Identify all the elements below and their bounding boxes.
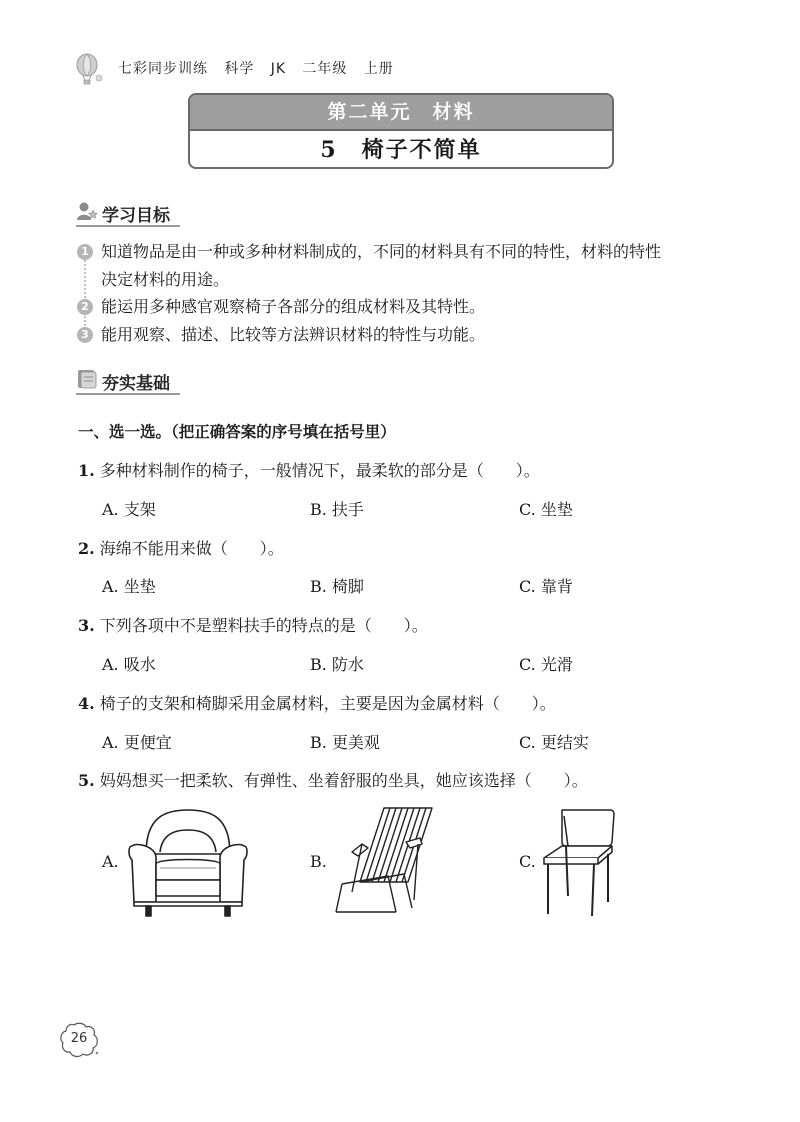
question-5-text: 妈妈想买一把柔软、有弹性、坐着舒服的坐具，她应该选择（ ）。	[99, 771, 588, 790]
q2-option-b: B. 椅脚	[310, 577, 364, 596]
q3-option-a: A. 吸水	[102, 655, 156, 674]
q2-option-c: C. 靠背	[519, 577, 573, 596]
goals-underline	[76, 225, 180, 227]
question-1	[78, 458, 540, 481]
notebook-icon	[76, 368, 98, 390]
question-4-text: 椅子的支架和椅脚采用金属材料，主要是因为金属材料（ ）。	[99, 694, 556, 713]
q2-option-a: A. 坐垫	[102, 577, 156, 596]
q3-option-b: B. 防水	[310, 655, 364, 674]
q1-option-b: B. 扶手	[310, 500, 364, 519]
plastic-chair-image	[538, 806, 618, 920]
q5-option-b: B.	[310, 852, 327, 871]
question-4	[78, 691, 556, 714]
student-star-icon	[76, 200, 98, 222]
edition: JK	[270, 61, 287, 77]
question-5-number: 5.	[78, 771, 95, 790]
q1-option-a: A. 支架	[102, 500, 156, 519]
question-3-text: 下列各项中不是塑料扶手的特点的是（ ）。	[99, 616, 428, 635]
q4-option-b: B. 更美观	[310, 733, 380, 752]
volume: 上册	[363, 61, 394, 77]
q5-option-c: C.	[519, 852, 536, 871]
page-number: 26	[70, 1031, 88, 1046]
q4-option-c: C. 更结实	[519, 733, 589, 752]
unit-title: 第二单元 材料	[190, 95, 612, 131]
folding-lounge-chair-image	[332, 804, 436, 918]
q5-option-a: A.	[102, 852, 119, 871]
book-header	[118, 58, 394, 78]
question-2	[78, 536, 284, 559]
q3-option-c: C. 光滑	[519, 655, 573, 674]
question-3-number: 3.	[78, 616, 95, 635]
balloon-logo-icon	[72, 52, 106, 86]
basics-section-title: 夯实基础	[102, 374, 170, 394]
goal-1-text	[101, 238, 741, 294]
goal-number-2: 2	[77, 299, 93, 315]
subject: 科学	[224, 61, 255, 77]
goals-dotted-line	[84, 256, 88, 326]
goals-section-title: 学习目标	[102, 206, 170, 226]
question-4-number: 4.	[78, 694, 95, 713]
armchair-image	[126, 806, 250, 918]
question-2-number: 2.	[78, 539, 95, 558]
question-5	[78, 768, 588, 791]
question-2-text: 海绵不能用来做（ ）。	[99, 539, 284, 558]
question-1-text: 多种材料制作的椅子，一般情况下，最柔软的部分是（ ）。	[99, 461, 540, 480]
q4-option-a: A. 更便宜	[102, 733, 172, 752]
goal-number-3: 3	[77, 327, 93, 343]
part-1-title: 一、选一选。（把正确答案的序号填在括号里）	[78, 423, 396, 441]
series-name: 七彩同步训练	[118, 61, 208, 77]
lesson-title: 5 椅子不简单	[320, 137, 482, 163]
goal-2-text: 能运用多种感官观察椅子各部分的组成材料及其特性。	[101, 297, 486, 316]
goal-1-line-1: 知道物品是由一种或多种材料制成的，不同的材料具有不同的特性，材料的特性	[101, 242, 662, 261]
basics-underline	[76, 393, 180, 395]
lesson-title-box	[188, 93, 614, 169]
goal-number-1: 1	[77, 244, 93, 260]
q1-option-c: C. 坐垫	[519, 500, 573, 519]
question-1-number: 1.	[78, 461, 95, 480]
goal-1-line-2: 决定材料的用途。	[101, 270, 230, 289]
grade: 二年级	[302, 61, 348, 77]
question-3	[78, 613, 428, 636]
goal-3-text: 能用观察、描述、比较等方法辨识材料的特性与功能。	[101, 325, 486, 344]
